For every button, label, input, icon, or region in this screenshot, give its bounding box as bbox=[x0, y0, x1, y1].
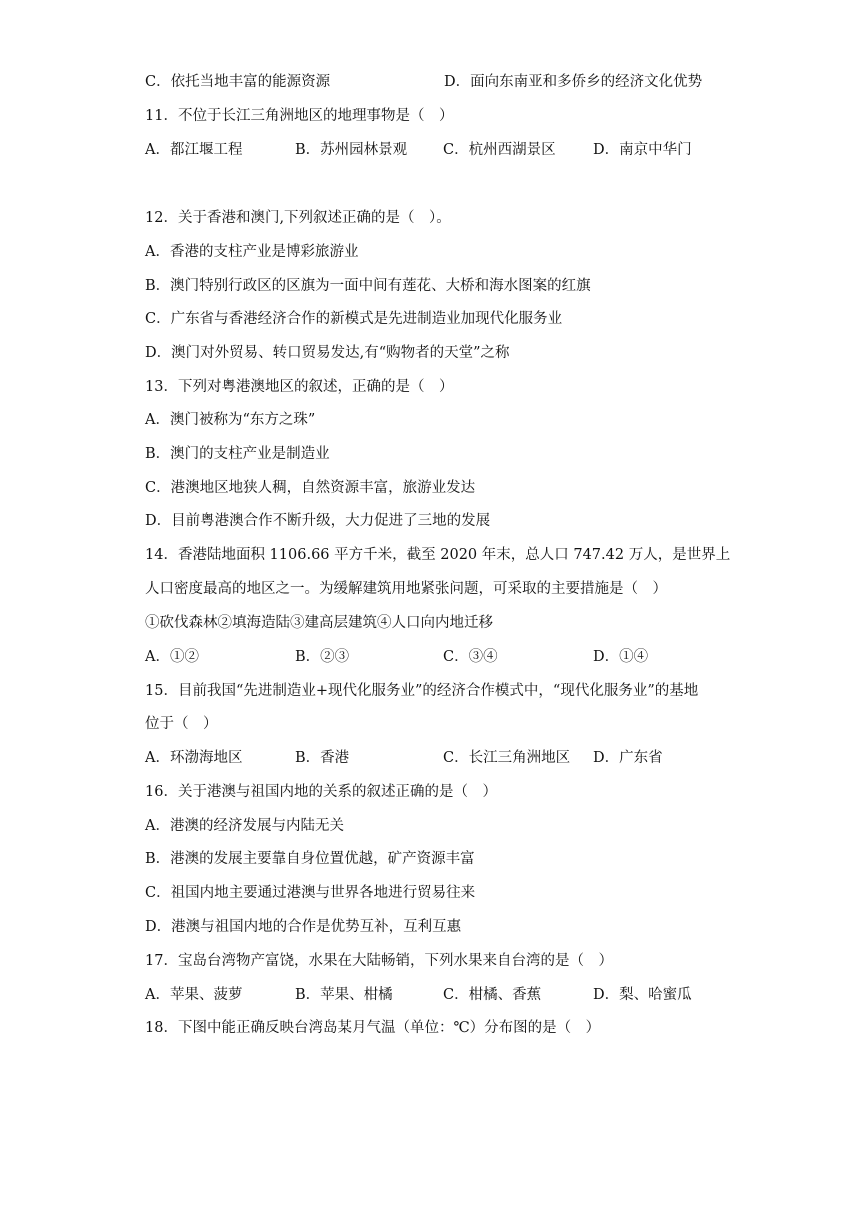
q13-option-a: A．澳门被称为“东方之珠” bbox=[145, 412, 316, 428]
q12-option-d: D．澳门对外贸易、转口贸易发达,有“购物者的天堂”之称 bbox=[145, 345, 510, 361]
q11-option-c: C．杭州西湖景区 bbox=[443, 142, 556, 158]
q11-option-d: D．南京中华门 bbox=[593, 142, 692, 158]
q14-option-d: D．①④ bbox=[593, 649, 649, 665]
q13-option-d: D．目前粤港澳合作不断升级，大力促进了三地的发展 bbox=[145, 513, 491, 529]
q17-option-c: C．柑橘、香蕉 bbox=[443, 987, 542, 1003]
q14-option-b: B．②③ bbox=[295, 649, 350, 665]
q11-option-b: B．苏州园林景观 bbox=[295, 142, 408, 158]
q10-option-c: C．依托当地丰富的能源资源 bbox=[145, 74, 331, 90]
q12-stem: 12．关于香港和澳门,下列叙述正确的是（ ）。 bbox=[145, 210, 451, 226]
q15-option-c: C．长江三角洲地区 bbox=[443, 750, 571, 766]
q17-option-b: B．苹果、柑橘 bbox=[295, 987, 393, 1003]
q10-option-d: D．面向东南亚和多侨乡的经济文化优势 bbox=[444, 74, 703, 90]
q14-items: ①砍伐森林②填海造陆③建高层建筑④人口向内地迁移 bbox=[145, 615, 493, 631]
q12-option-c: C．广东省与香港经济合作的新模式是先进制造业加现代化服务业 bbox=[145, 311, 563, 327]
q17-option-d: D．梨、哈蜜瓜 bbox=[593, 987, 692, 1003]
q16-option-b: B．港澳的发展主要靠自身位置优越，矿产资源丰富 bbox=[145, 851, 475, 867]
q16-option-c: C．祖国内地主要通过港澳与世界各地进行贸易往来 bbox=[145, 885, 476, 901]
q15-stem-line-1: 15．目前我国“先进制造业+现代化服务业”的经济合作模式中，“现代化服务业”的基地 bbox=[145, 683, 699, 699]
q17-stem: 17．宝岛台湾物产富饶，水果在大陆畅销，下列水果来自台湾的是（ ） bbox=[145, 953, 613, 969]
q11-option-a: A．都江堰工程 bbox=[145, 142, 243, 158]
q14-stem-line-1: 14．香港陆地面积 1106.66 平方千米，截至 2020 年末，总人口 747.42 万人，是世界上 bbox=[145, 547, 731, 563]
q11-stem: 11．不位于长江三角洲地区的地理事物是（ ） bbox=[145, 108, 454, 124]
q14-option-c: C．③④ bbox=[443, 649, 498, 665]
q12-option-b: B．澳门特别行政区的区旗为一面中间有莲花、大桥和海水图案的红旗 bbox=[145, 278, 591, 294]
q17-option-a: A．苹果、菠萝 bbox=[145, 987, 243, 1003]
q16-stem: 16．关于港澳与祖国内地的关系的叙述正确的是（ ） bbox=[145, 784, 497, 800]
q13-option-c: C．港澳地区地狭人稠，自然资源丰富，旅游业发达 bbox=[145, 480, 476, 496]
q16-option-a: A．港澳的经济发展与内陆无关 bbox=[145, 818, 344, 834]
q15-option-b: B．香港 bbox=[295, 750, 350, 766]
q14-stem-line-2: 人口密度最高的地区之一。为缓解建筑用地紧张问题，可采取的主要措施是（ ） bbox=[145, 581, 667, 597]
q18-stem: 18．下图中能正确反映台湾岛某月气温（单位：℃）分布图的是（ ） bbox=[145, 1020, 601, 1036]
q13-stem: 13．下列对粤港澳地区的叙述，正确的是（ ） bbox=[145, 379, 454, 395]
q12-option-a: A．香港的支柱产业是博彩旅游业 bbox=[145, 244, 359, 260]
q15-stem-line-2: 位于（ ） bbox=[145, 716, 218, 732]
q15-option-a: A．环渤海地区 bbox=[145, 750, 243, 766]
q15-option-d: D．广东省 bbox=[593, 750, 663, 766]
q14-option-a: A．①② bbox=[145, 649, 199, 665]
q13-option-b: B．澳门的支柱产业是制造业 bbox=[145, 446, 330, 462]
q16-option-d: D．港澳与祖国内地的合作是优势互补，互利互惠 bbox=[145, 919, 462, 935]
